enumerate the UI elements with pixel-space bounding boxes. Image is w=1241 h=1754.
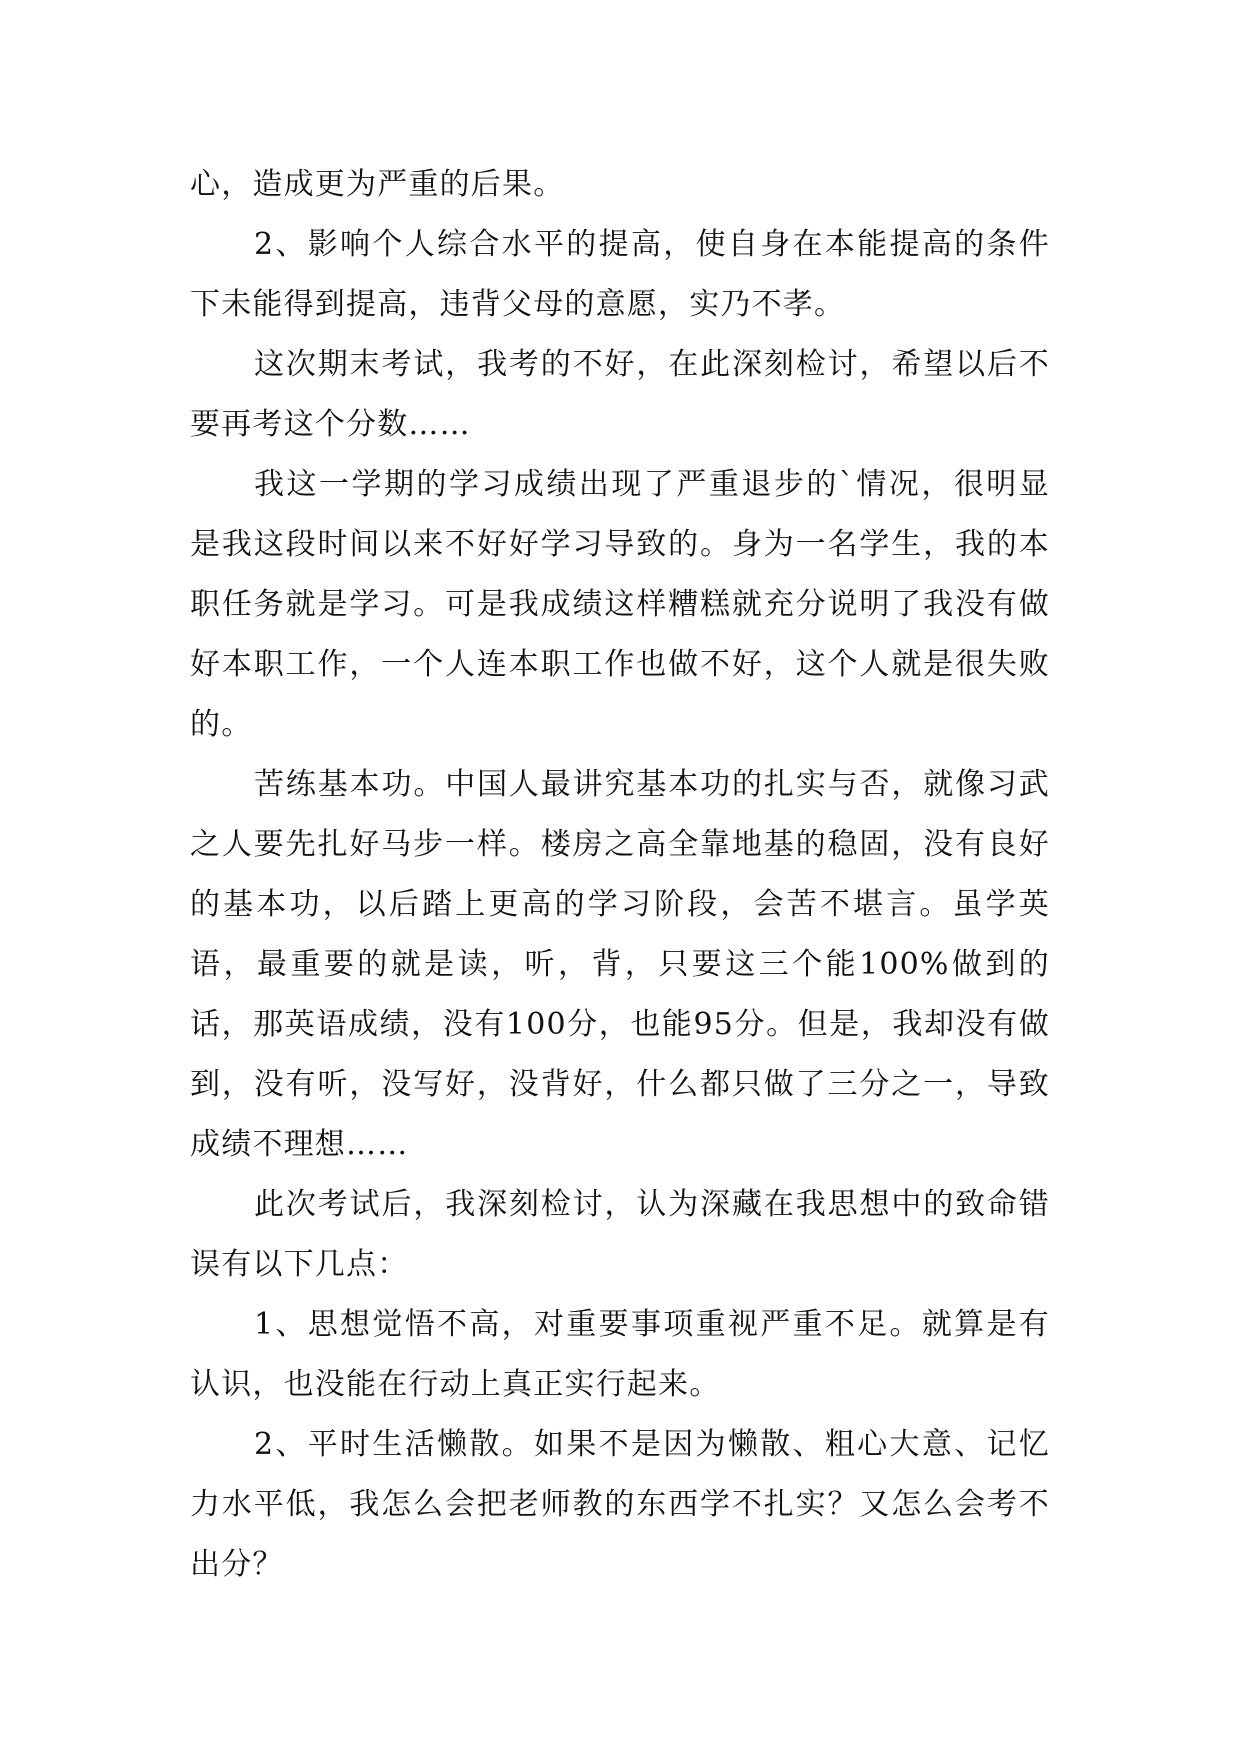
paragraph-4: 我这一学期的学习成绩出现了严重退步的`情况，很明显是我这段时间以来不好好学习导致的。身为一名学生，我的本职任务就是学习。可是我成绩这样糟糕就充分说明了我没有做好本职工作，一个人连本职工作也做不好，这个人就是很失败的。 bbox=[190, 467, 1050, 742]
document-body bbox=[190, 155, 1050, 1595]
paragraph-3: 这次期末考试，我考的不好，在此深刻检讨，希望以后不要再考这个分数…… bbox=[190, 347, 1050, 442]
paragraph-1: 心，造成更为严重的后果。 bbox=[190, 167, 565, 202]
paragraph-5: 苦练基本功。中国人最讲究基本功的扎实与否，就像习武之人要先扎好马步一样。楼房之高全靠地基的稳固，没有良好的基本功，以后踏上更高的学习阶段，会苦不堪言。虽学英语，最重要的就是读，听，背，只要这三个能100%做到的话，那英语成绩，没有100分，也能95分。但是，我却没有做到，没有听，没写好，没背好，什么都只做了三分之一，导致成绩不理想…… bbox=[190, 767, 1050, 1162]
paragraph-2: 2、影响个人综合水平的提高，使自身在本能提高的条件下未能得到提高，违背父母的意愿，实乃不孝。 bbox=[190, 227, 1050, 322]
paragraph-8: 2、平时生活懒散。如果不是因为懒散、粗心大意、记忆力水平低，我怎么会把老师教的东西学不扎实？又怎么会考不出分？ bbox=[190, 1427, 1050, 1582]
paragraph-6: 此次考试后，我深刻检讨，认为深藏在我思想中的致命错误有以下几点： bbox=[190, 1187, 1050, 1282]
paragraph-7: 1、思想觉悟不高，对重要事项重视严重不足。就算是有认识，也没能在行动上真正实行起来。 bbox=[190, 1307, 1050, 1402]
